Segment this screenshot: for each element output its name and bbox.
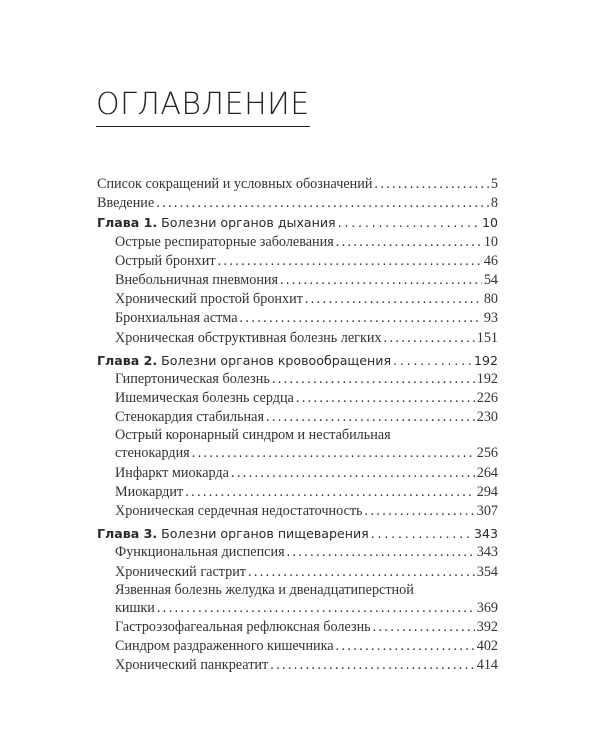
page-number: 392 <box>476 618 498 635</box>
dot-leader <box>336 637 475 656</box>
page-number: 354 <box>476 563 498 580</box>
toc-label: Внебольничная пневмония <box>115 271 279 288</box>
dot-leader <box>374 175 488 194</box>
chapter-prefix: Глава 2. <box>97 352 158 368</box>
chapter-heading[interactable] <box>97 524 498 543</box>
page-number: 5 <box>490 176 498 192</box>
page-number: 343 <box>476 544 498 561</box>
dot-leader <box>365 502 475 521</box>
dot-leader <box>371 524 472 543</box>
toc-label: Инфаркт миокарда <box>115 464 229 481</box>
toc-subentry[interactable] <box>97 329 498 348</box>
page-number: 46 <box>483 252 498 269</box>
page-number: 80 <box>483 291 498 308</box>
chapter-prefix: Глава 3. <box>97 526 158 542</box>
dot-leader <box>192 444 475 463</box>
toc-subentry[interactable] <box>97 502 498 521</box>
dot-leader <box>287 543 475 562</box>
page-number: 307 <box>476 503 498 519</box>
page-number: 93 <box>483 310 498 327</box>
toc-label: Гастроэзофагеальная рефлюксная болезнь <box>115 618 371 635</box>
toc-label: Бронхиальная астма <box>115 310 238 327</box>
toc-subentry[interactable] <box>97 252 498 271</box>
page-number: 192 <box>473 352 498 368</box>
page-number: 264 <box>476 464 498 481</box>
toc-subentry[interactable] <box>97 233 498 252</box>
dot-leader <box>338 213 480 232</box>
page-number: 10 <box>481 215 498 231</box>
dot-leader <box>185 483 475 502</box>
toc-label: Хроническая обструктивная болезнь легких <box>115 329 382 346</box>
toc-label: кишки <box>115 599 155 616</box>
page-number: 151 <box>476 329 498 346</box>
toc-subentry[interactable] <box>97 271 498 290</box>
page-number: 256 <box>476 445 498 462</box>
toc-label: стенокардия <box>115 445 190 462</box>
page-number: 10 <box>483 233 498 250</box>
toc-entry[interactable] <box>97 194 498 213</box>
toc-label: Введение <box>97 195 155 212</box>
toc-label-line1: Острый коронарный синдром и нестабильная <box>115 427 391 444</box>
toc-subentry[interactable] <box>97 309 498 328</box>
toc-subentry[interactable] <box>97 618 498 637</box>
page-number: 230 <box>476 409 498 426</box>
dot-leader <box>218 252 482 271</box>
page-number: 192 <box>476 370 498 387</box>
toc-label: Хронический гастрит <box>115 563 246 580</box>
page-number: 294 <box>476 483 498 500</box>
dot-leader <box>272 370 475 389</box>
chapter-prefix: Глава 1. <box>97 215 158 231</box>
toc-label: Список сокращений и условных обозначений <box>97 176 373 192</box>
chapter-heading[interactable] <box>97 351 498 370</box>
dot-leader <box>156 194 489 213</box>
toc-label: Гипертоническая болезнь <box>115 370 270 387</box>
chapter-title: Болезни органов дыхания <box>161 215 336 231</box>
dot-leader <box>373 618 475 637</box>
toc-entry[interactable] <box>97 175 498 194</box>
page-number: 54 <box>483 271 498 288</box>
toc-label: Хронический панкреатит <box>115 657 269 674</box>
toc-label: Функциональная диспепсия <box>115 544 285 561</box>
toc-label: Синдром раздраженного кишечника <box>115 638 334 655</box>
page-number: 402 <box>476 638 498 655</box>
chapter-heading[interactable] <box>97 213 498 232</box>
toc-subentry[interactable] <box>97 543 498 562</box>
toc-label: Острый бронхит <box>115 252 216 269</box>
dot-leader <box>266 408 475 427</box>
dot-leader <box>240 309 482 328</box>
page-number: 369 <box>476 599 498 616</box>
chapter-title: Болезни органов пищеварения <box>161 526 369 542</box>
toc-label: Ишемическая болезнь сердца <box>115 390 294 407</box>
toc-subentry[interactable] <box>97 599 498 618</box>
dot-leader <box>336 233 482 252</box>
dot-leader <box>384 329 475 348</box>
dot-leader <box>393 351 472 370</box>
dot-leader <box>305 290 482 309</box>
toc-subentry[interactable] <box>97 444 498 463</box>
dot-leader <box>248 563 475 582</box>
toc-label: Хроническая сердечная недостаточность <box>115 503 363 519</box>
toc-label: Хронический простой бронхит <box>115 291 303 308</box>
toc-subentry[interactable] <box>97 483 498 502</box>
dot-leader <box>280 271 482 290</box>
chapter-title: Болезни органов кровообращения <box>161 352 392 368</box>
page-number: 414 <box>476 657 498 674</box>
dot-leader <box>270 656 475 675</box>
toc-subentry[interactable] <box>97 408 498 427</box>
toc-subentry[interactable] <box>97 389 498 408</box>
dot-leader <box>231 464 475 483</box>
page-number: 343 <box>473 526 498 542</box>
toc-subentry[interactable] <box>97 370 498 389</box>
toc-label: Стенокардия стабильная <box>115 409 264 426</box>
toc-subentry[interactable] <box>97 464 498 483</box>
page-title: ОГЛАВЛЕНИЕ <box>96 86 310 127</box>
page-number: 226 <box>476 390 498 407</box>
toc-subentry[interactable] <box>97 637 498 656</box>
table-of-contents <box>97 175 498 676</box>
toc-label-line1: Язвенная болезнь желудка и двенадцатиперстной <box>115 581 414 598</box>
toc-label: Острые респираторные заболевания <box>115 233 334 250</box>
page-number: 8 <box>490 195 498 212</box>
toc-subentry[interactable] <box>97 656 498 675</box>
toc-subentry[interactable] <box>97 563 498 582</box>
toc-label: Миокардит <box>115 483 184 500</box>
dot-leader <box>157 599 475 618</box>
dot-leader <box>296 389 475 408</box>
toc-subentry[interactable] <box>97 290 498 309</box>
